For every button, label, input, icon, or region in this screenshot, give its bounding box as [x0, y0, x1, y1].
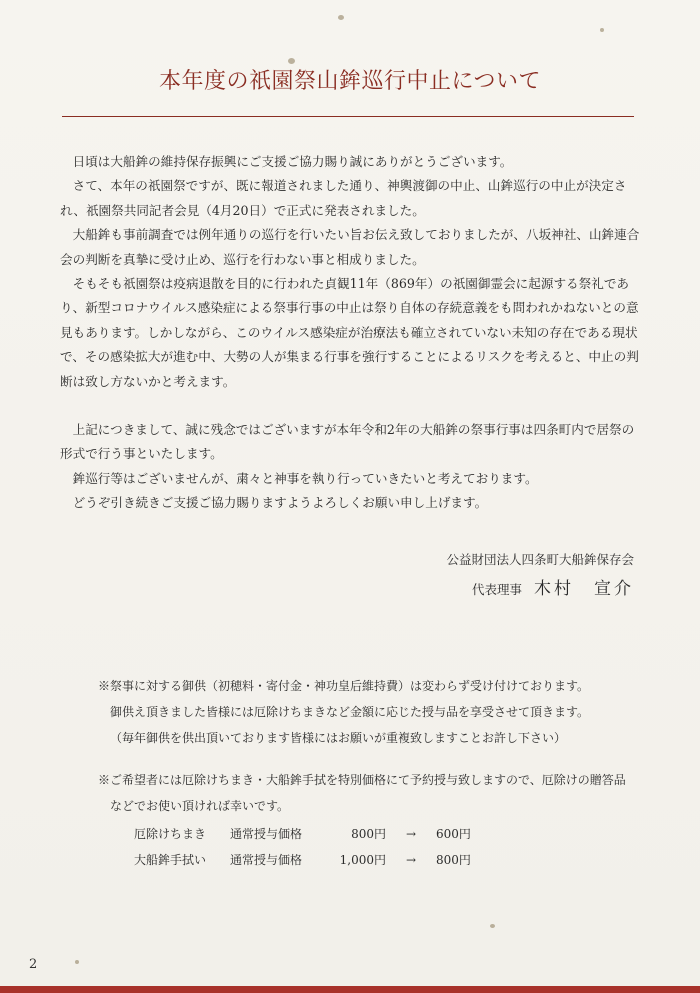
note-line: 御供え頂きました皆様には厄除けちまきなど金額に応じた授与品を享受させて頂きます。 — [110, 705, 590, 719]
price-regular: 1,000円 — [339, 853, 386, 867]
signature-block — [446, 550, 634, 599]
paper-speck — [338, 15, 344, 20]
paper-speck — [490, 924, 495, 928]
bottom-band — [0, 986, 700, 993]
paragraph: どうぞ引き続きご支援ご協力賜りますようよろしくお願い申し上げます。 — [72, 495, 488, 511]
paragraph: 大船鉾も事前調査では例年通りの巡行を行いたい旨お伝え致しておりましたが、八坂神社、山鉾連合会の判断を真摯に受け止め、巡行を行わない事と相成りました。 — [60, 227, 640, 267]
paragraph: 鉾巡行等はございませんが、粛々と神事を執り行っていきたいと考えております。 — [72, 470, 538, 486]
page-title: 本年度の祇園祭山鉾巡行中止について — [158, 69, 542, 94]
letter-body — [60, 150, 640, 516]
price-label: 通常授与価格 — [230, 827, 303, 841]
paragraph: 上記につきまして、誠に残念ではございますが本年令和2年の大船鉾の祭事行事は四条町内で居祭の形式で行う事といたします。 — [60, 422, 635, 462]
title-rule — [62, 116, 634, 117]
price-label: 通常授与価格 — [230, 853, 303, 867]
arrow-icon: → — [405, 827, 417, 841]
price-special: 600円 — [436, 827, 471, 841]
price-row — [134, 821, 496, 847]
note-line: （毎年御供を供出頂いております皆様にはお願いが重複致しますことお許し下さい） — [110, 731, 567, 745]
paragraph: さて、本年の祇園祭ですが、既に報道されました通り、神輿渡御の中止、山鉾巡行の中止が決定され、祇園祭共同記者会見（4月20日）で正式に発表されました。 — [60, 178, 627, 218]
price-row — [134, 847, 496, 873]
price-item: 大船鉾手拭い — [134, 853, 207, 867]
signature-representative — [446, 574, 634, 599]
note-gap — [98, 751, 638, 767]
paragraph: そもそも祇園祭は疫病退散を目的に行われた貞観11年（869年）の祇園御霊会に起源する祭礼であり、新型コロナウイルス感染症による祭事行事の中止は祭り自体の存続意義をも問われかねないとの意見もあります。しかしながら、このウイルス感染症が治療法も確立されていない未知の存在である現状で、その感染拡大が進む中、大勢の人が集まる行事を強行することによるリスクを考えると、中止の判断は致し方ないかと考えます。 — [60, 276, 639, 389]
note-line: などでお使い頂ければ幸いです。 — [110, 799, 290, 813]
signature-organization: 公益財団法人四条町大船鉾保存会 — [446, 552, 634, 567]
price-regular: 800円 — [351, 827, 386, 841]
paper-speck — [600, 28, 604, 32]
arrow-icon: → — [405, 853, 417, 867]
signature-role: 代表理事 — [471, 582, 522, 597]
paragraph: 日頃は大船鉾の維持保存振興にご支援ご協力賜り誠にありがとうございます。 — [72, 154, 513, 169]
note-line: ※ご希望者には厄除けちまき・大船鉾手拭を特別価格にて予約授与致しますので、厄除けの贈答品 — [98, 773, 626, 787]
price-item: 厄除けちまき — [134, 827, 207, 841]
notes-section — [98, 673, 638, 873]
price-table — [134, 821, 496, 873]
paragraph-gap — [60, 394, 640, 418]
page-number: 2 — [29, 957, 38, 972]
price-special: 800円 — [436, 853, 471, 867]
paper-speck — [75, 960, 79, 964]
signature-name: 木村 宣介 — [534, 579, 634, 599]
note-line: ※祭事に対する御供（初穂料・寄付金・神功皇后維持費）は変わらず受け付けております。 — [98, 679, 590, 693]
